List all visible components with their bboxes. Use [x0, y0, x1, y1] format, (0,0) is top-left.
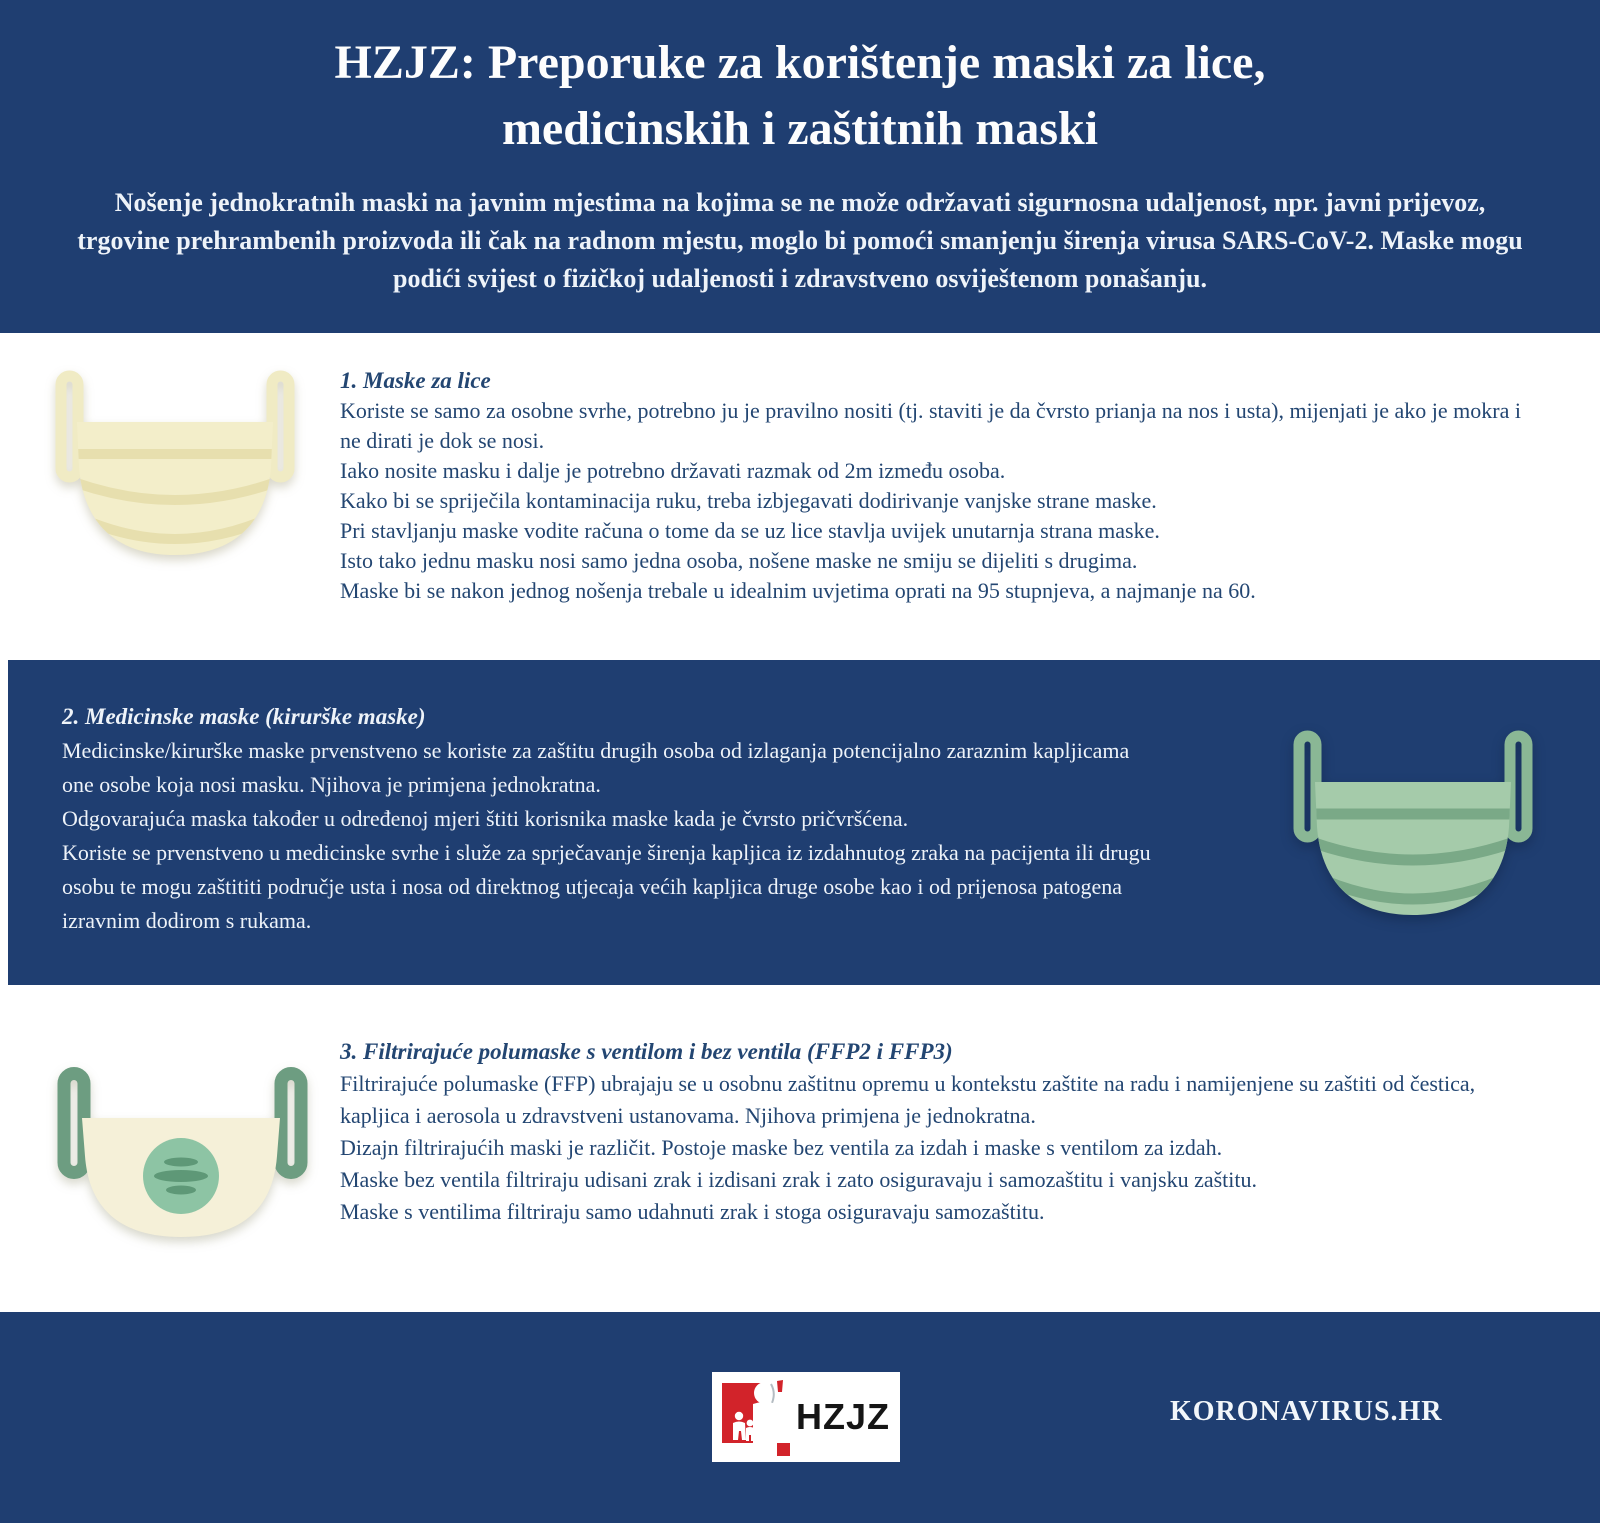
page-title [0, 0, 1600, 162]
body-paragraph: Iako nosite masku i dalje je potrebno državati razmak od 2m između osoba. [340, 458, 1006, 483]
intro-text: Nošenje jednokratnih maski na javnim mjestima na kojima se ne može održavati sigurnosna udaljenost, npr. javni prijevoz, trgovine prehrambenih proizvoda ili čak na radnom mjestu, moglo bi pomoći smanjenju širenja virusa SARS-CoV-2. Maske mogu podići svijest o fizičkoj udaljenosti i zdravstveno osviještenom ponašanju. [77, 188, 1523, 293]
section-ffp-masks [340, 1036, 1535, 1228]
section3-heading: 3. Filtrirajuće polumaske s ventilom i bez ventila (FFP2 i FFP3) [340, 1039, 953, 1064]
koronavirus-site-text: KORONAVIRUS.HR [1170, 1396, 1443, 1427]
ffp-valve-mask-icon [55, 1064, 310, 1244]
hzjz-logo-text: HZJZ [796, 1396, 890, 1437]
ear-loop-left [1299, 736, 1316, 837]
body-paragraph: Koriste se samo za osobne svrhe, potrebno ju je pravilno nositi (tj. staviti je da čvrsto prianja na nos i usta), mijenjati je ako je mokra i ne dirati je dok se nosi. [340, 398, 1521, 453]
surgical-mask-icon [1288, 728, 1538, 918]
body-paragraph: Pri stavljanju maske vodite računa o tome da se uz lice stavlja uvijek unutarnja strana maske. [340, 518, 1160, 543]
body-paragraph: Maske bi se nakon jednog nošenja trebale u idealnim uvjetima oprati na 95 stupnjeva, a najmanje na 60. [340, 578, 1256, 603]
body-paragraph: Koriste se prvenstveno u medicinske svrhe i služe za sprječavanje širenja kapljica iz izdahnutog zraka na pacijenta ili drugu osobu te mogu zaštititi područje usta i nosa od direktnog utjecaja većih kapljica druge osobe kao i od prijenosa patogena izravnim dodirom s rukama. [62, 840, 1151, 933]
body-paragraph: Filtrirajuće polumaske (FFP) ubrajaju se u osobnu zaštitnu opremu u kontekstu zaštite na radu i namijenjene su zaštiti od čestica, kapljica i aerosola u zdravstveni ustanovama. Njihova primjena je jednokratna. [340, 1071, 1476, 1128]
body-paragraph: Odgovarajuća maska također u određenoj mjeri štiti korisnika maske kada je čvrsto pričvršćena. [62, 806, 909, 831]
body-paragraph: Dizajn filtrirajućih maski je različit. Postoje maske bez ventila za izdah i maske s ventilom za izdah. [340, 1135, 1223, 1160]
ear-loop-right [272, 376, 289, 477]
body-paragraph: Maske bez ventila filtriraju udisani zrak i izdisani zrak i zato osiguravaju i samozaštitu i vanjsku zaštitu. [340, 1167, 1258, 1192]
section-medical-masks [62, 700, 1152, 938]
section-face-masks [340, 366, 1535, 606]
header-band [0, 0, 1600, 333]
hzjz-logo [712, 1372, 900, 1462]
title-line-2: medicinskih i zaštitnih maski [501, 102, 1099, 155]
body-paragraph: Kako bi se spriječila kontaminacija ruku, treba izbjegavati dodirivanje vanjske strane maske. [340, 488, 1157, 513]
section1-heading: 1. Maske za lice [340, 368, 491, 393]
head-strap-right [281, 1074, 301, 1173]
ear-loop-left [61, 376, 78, 477]
ear-loop-right [1510, 736, 1527, 837]
face-mask-icon [50, 368, 300, 558]
body-paragraph: Maske s ventilima filtriraju samo udahnuti zrak i stoga osiguravaju samozaštitu. [340, 1199, 1045, 1224]
title-line-1: HZJZ: Preporuke za korištenje maski za lice, [334, 36, 1266, 89]
body-paragraph: Isto tako jednu masku nosi samo jedna osoba, nošene maske ne smiju se dijeliti s drugima. [340, 548, 1138, 573]
section2-heading: 2. Medicinske maske (kirurške maske) [62, 704, 426, 729]
exhalation-valve [143, 1138, 219, 1214]
body-paragraph: Medicinske/kirurške maske prvenstveno se koriste za zaštitu drugih osoba od izlaganja potencijalno zaraznim kapljicama one osobe koja nosi masku. Njihova je primjena jednokratna. [62, 738, 1130, 797]
hzjz-logo-icon [720, 1377, 792, 1457]
head-strap-left [64, 1074, 84, 1173]
